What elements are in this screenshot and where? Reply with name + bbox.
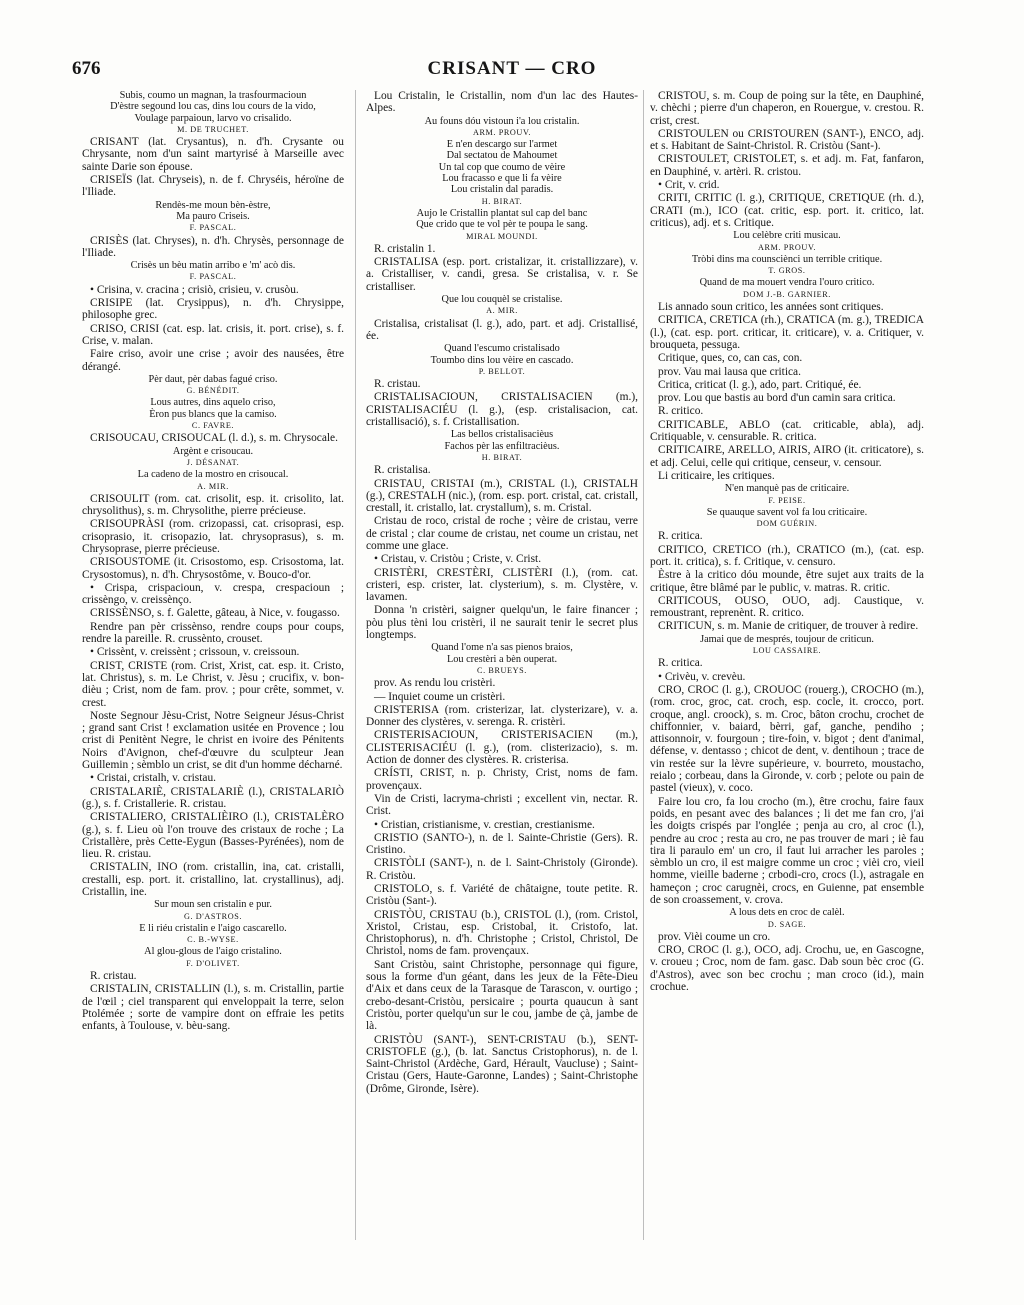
dictionary-entry: R. cristalin 1.: [374, 242, 436, 255]
quotation-line: Au founs dóu vistoun i'a lou cristalin.: [424, 115, 580, 127]
quotation-line: Ma pauro Criseis.: [176, 210, 250, 222]
dictionary-entry: R. cristau.: [90, 970, 137, 983]
dictionary-entry: • Crisina, v. cracina ; crisiò, crisieu, v. crusòu.: [90, 283, 299, 296]
dictionary-entry: CRITICOUS, OUSO, OUO, adj. Caustique, v. remoustrant, reprenènt. R. critico.: [650, 594, 924, 620]
quotation: [82, 899, 344, 922]
dictionary-entry: CRÍSTI, CRIST, n. p. Christy, Crist, noms de fam. provençaux.: [366, 767, 638, 792]
quotation-author: A. MIR.: [197, 481, 229, 491]
column-divider: [643, 90, 644, 1240]
quotation-author: F. D'OLIVET.: [186, 958, 240, 968]
quotation: [82, 923, 344, 946]
quotation: [82, 397, 344, 431]
quotation-line: Lou celèbre criti musicau.: [733, 230, 841, 242]
quotation: [650, 907, 924, 930]
dictionary-entry: CRISTAU, CRISTAI (m.), CRISTAL (l.), CRISTALH (g.), CRESTALH (nic.), (rom. esp. port. cristal, cat. cristall, crestall, it. cristallo, lat. crystallum), s. m. Cristal.: [366, 477, 638, 515]
quotation-author: MIRAL MOUNDI.: [466, 231, 538, 241]
quotation-line: La cadeno de la mostro en crisoucal.: [137, 469, 289, 481]
quotation-author: J. DÉSANAT.: [186, 457, 240, 467]
quotation-line: Quand de ma mouert vendra l'ouro critico.: [699, 277, 875, 289]
dictionary-entry: CRITI, CRITIC (l. g.), CRITIQUE, CRETIQUE (rh. d.), CRATI (m.), ICO (cat. critic, esp. port. it. critico, lat. criticus), adj. et s. Critique.: [650, 192, 924, 229]
quotation-line: Se quauque savent vol fa lou criticaire.: [706, 506, 868, 518]
quotation-author: F. PASCAL.: [189, 272, 237, 282]
dictionary-entry: CRISTÒLI (SANT-), n. de l. Saint-Christoly (Gironde). R. Cristòu.: [366, 857, 638, 882]
page-number: 676: [72, 58, 101, 79]
dictionary-entry: • Crit, v. crid.: [658, 179, 720, 192]
quotation-line: Pèr daut, pèr dabas fagué criso.: [148, 373, 278, 385]
column-divider: [355, 90, 356, 1240]
quotation-author: D. SAGE.: [767, 919, 807, 929]
quotation: [650, 230, 924, 253]
dictionary-entry: Critique, ques, co, can cas, con.: [658, 352, 803, 365]
quotation-author: C. B.-WYSE.: [187, 935, 239, 945]
dictionary-entry: CRISTALIERO, CRISTALIÈIRO (l.), CRISTALÈRO (g.), s. f. Lieu où l'on trouve des cristaux de roche ; La Cristallère, près Cette-Eygun (Basses-Pyrénées), nom de lieu. R. cristau.: [82, 811, 344, 861]
dictionary-entry: CRO, CROC (l. g.), OCO, adj. Crochu, ue, en Gascogne, v. croueu ; Croc, nom de fam. gasc. Dab soun bèc croc (G. d'Astros), avec son bec crochu ; man croco (id.), main crochue.: [650, 944, 924, 994]
quotation-line: Tròbi dins ma counsciènci un terrible critique.: [691, 253, 883, 265]
quotation-author: G. D'ASTROS.: [183, 911, 243, 921]
quotation-author: M. DE TRUCHET.: [177, 124, 249, 134]
dictionary-entry: CRISTERISACIOUN, CRISTERISACIEN (m.), CLISTERISACIÉU (l. g.), (rom. clisterizacio), s. m. Action de donner des clystères. R. cristerisa.: [366, 729, 638, 767]
dictionary-entry: CRISIPE (lat. Crysippus), n. d'h. Chrysippe, philosophe grec.: [82, 297, 344, 322]
dictionary-entry: CRITICUN, s. m. Manie de critiquer, de trouver à redire.: [658, 620, 919, 633]
column-left: [82, 90, 344, 1240]
dictionary-entry: CRISTOULET, CRISTOLET, s. et adj. m. Fat, fanfaron, en Dauphiné, v. artèri. R. cristou.: [650, 153, 924, 178]
dictionary-entry: CRO, CROC (l. g.), CROUOC (rouerg.), CROCHO (m.), (rom. croc, groc, cat. croch, esp. cocle, it. crocco, port. croque, angl. croock), s. m. Croc, bâton crochu, crochet de chiffonnier, v. baiard, bèrri, gaf, ganche, pendiho ; attisonnoir, v. fourgoun ; tire-foin, v. bigot ; dent d'animal, défense, v. dentasso ; chicot de dent, v. dentihoun ; trace de vin restée sur la lèvre supérieure, v. bourreto, moustacho, reialo ; corbeau, dans la Gironde, v. corb ; pelote ou pain de pastel (vieux), v. coco.: [650, 683, 924, 795]
quotation-author: F. PASCAL.: [189, 223, 237, 233]
quotation-line: D'èstre segound lou cas, dins lou cours de la vido,: [110, 101, 316, 113]
dictionary-entry: Cristalisa, cristalisat (l. g.), ado, part. et adj. Cristallisé, ée.: [366, 317, 638, 342]
quotation-line: Lous autres, dins aquelo criso,: [150, 397, 276, 409]
dictionary-entry: R. cristau.: [374, 378, 421, 391]
dictionary-entry: R. critica.: [658, 530, 703, 543]
quotation-author: H. BIRAT.: [481, 196, 523, 206]
quotation-author: F. PEISE.: [768, 495, 806, 505]
dictionary-entry: CRISOUPRÀSI (rom. crizopassi, cat. crisoprasi, esp. crisoprasio, it. crisopazio, lat. chrysoprasus), s. m. Chrysoprase, pierre précieuse.: [82, 518, 344, 555]
quotation-line: Rendès-me moun bèn-èstre,: [155, 199, 271, 211]
quotation-line: Un tal cop que coumo de vèire: [438, 161, 566, 173]
dictionary-entry: CRISTALARIÈ, CRISTALARIÈ (l.), CRISTALARIÒ (g.), s. f. Cristallerie. R. cristau.: [82, 785, 344, 810]
dictionary-entry: CRISTERISA (rom. cristerizar, lat. clysterizare), v. a. Donner des clystères, v. serenga. R. cristèri.: [366, 703, 638, 729]
dictionary-entry: CRITICA, CRETICA (rh.), CRATICA (m. g.), TREDICA (l.), (cat. esp. port. criticar, it. criticare), v. a. Critiquer, v. brouqueta, pessuga.: [650, 314, 924, 351]
quotation: [82, 446, 344, 469]
quotation-line: N'en manquè pas de criticaire.: [724, 483, 850, 495]
quotation: [366, 139, 638, 207]
dictionary-entry: CRISOUCAU, CRISOUCAL (l. d.), s. m. Chrysocale.: [90, 432, 338, 445]
quotation-author: P. BELLOT.: [478, 366, 526, 376]
dictionary-entry: • Crispa, crispacioun, v. crespa, crespacioun ; crissèngo, v. creissènço.: [82, 581, 344, 607]
dictionary-entry: CRISANT (lat. Crysantus), n. d'h. Crysante ou Chrysante, nom d'un saint martyrisé à Marseille avec sainte Darie son épouse.: [82, 136, 344, 173]
dictionary-entry: Faire criso, avoir une crise ; avoir des nausées, être dérangé.: [82, 348, 344, 373]
quotation: [366, 116, 638, 139]
quotation-line: Lou crestèri a bèn ouperat.: [446, 653, 558, 665]
dictionary-entry: CRISEÏS (lat. Chryseis), n. de f. Chryséis, héroïne de l'Iliade.: [82, 174, 344, 199]
running-head: CRISANT — CRO: [427, 58, 597, 79]
dictionary-entry: Èstre à la critico dóu mounde, être sujet aux traits de la critique, être blâmé par le public, v. matras. R. critic.: [650, 569, 924, 594]
quotation-line: Que lou couquèl se cristalise.: [441, 294, 563, 306]
dictionary-entry: R. cristalisa.: [374, 464, 431, 477]
quotation: [82, 260, 344, 283]
dictionary-entry: CRITICO, CRETICO (rh.), CRATICO (m.), (cat. esp. port. it. critica), s. f. Critique, v. censuro.: [650, 543, 924, 568]
quotation-line: Jamai que de mesprés, toujour de criticun.: [700, 633, 874, 645]
quotation-line: E li riéu cristalin e l'aigo cascarello.: [139, 922, 287, 934]
dictionary-entry: CRISO, CRISI (cat. esp. lat. crisis, it. port. crise), s. f. Crise, v. malan.: [82, 322, 344, 347]
quotation-author: A. MIR.: [486, 306, 518, 316]
quotation-author: DOM GUÉRIN.: [756, 519, 818, 529]
quotation-line: A lous dets en croc de calèl.: [729, 907, 845, 919]
quotation: [650, 254, 924, 277]
dictionary-entry: CRISTALISA (esp. port. cristalizar, it. cristallizzare), v. a. Cristalliser, v. candi, gresa. Se cristalisa, v. r. Se cristalliser.: [366, 256, 638, 293]
dictionary-entry: R. critica.: [658, 657, 703, 670]
quotation: [366, 294, 638, 317]
page-header: [0, 58, 1024, 88]
dictionary-entry: CRIST, CRISTE (rom. Crist, Xrist, cat. esp. it. Cristo, lat. Christus), s. m. Le Christ, v. Jèsu ; crucifix, v. bon-dièu ; Crist, nom de fam. prov. ; pour crête, sommet, v. crest.: [82, 659, 344, 709]
quotation-line: Sur moun sen cristalin e pur.: [154, 899, 272, 911]
dictionary-entry: CRISÈS (lat. Chryses), n. d'h. Chrysès, personnage de l'Iliade.: [82, 234, 344, 259]
quotation-line: Que crido que te vol pèr te poupa le sang.: [416, 219, 588, 231]
dictionary-entry: CRISTOU, s. m. Coup de poing sur la tête, en Dauphiné, v. chèchi ; pierre d'un chaperon, en Rouergue, v. crestou. R. crist, crest.: [650, 90, 924, 127]
dictionary-entry: CRISTALIN, INO (rom. cristallin, ina, cat. cristalli, crestalli, esp. port. it. cristallino, lat. crystallinus), adj. Cristallin, ine.: [82, 861, 344, 898]
dictionary-entry: • Cristian, cristianisme, v. crestian, crestianisme.: [374, 818, 595, 831]
quotation-line: Quand l'escumo cristalisado: [444, 343, 560, 355]
dictionary-entry: Critica, criticat (l. g.), ado, part. Critiqué, ée.: [658, 378, 862, 391]
quotation-author: C. FAVRE.: [191, 421, 235, 431]
quotation-line: Quand l'ome n'a sas pienos braios,: [431, 642, 573, 654]
column-middle: [366, 90, 638, 1240]
quotation-author: LOU CASSAIRE.: [752, 646, 822, 656]
dictionary-entry: • Crissènt, v. creissènt ; crissoun, v. creissoun.: [90, 646, 300, 659]
quotation-line: Lou fracasso e que li fa vèire: [442, 173, 562, 185]
quotation-author: G. BÉNÉDIT.: [186, 386, 240, 396]
quotation-line: Argènt e crisoucau.: [172, 445, 254, 457]
dictionary-entry: CRISTÒU (SANT-), SENT-CRISTAU (b.), SENT-CRISTOFLE (g.), (b. lat. Sanctus Cristophorus), n. de l. Saint-Christol (Ardèche, Gard, Hérault, Vaucluse) ; Saint-Cristau (Gers, Haute-Garonne, Landes) ; Saint-Christophe (Drôme, Gironde, Isère).: [366, 1033, 638, 1095]
quotation-line: Fachos pèr las enfiltracièus.: [444, 440, 560, 452]
quotation-line: Voulage parpaioun, larvo vo crisalido.: [134, 112, 292, 124]
dictionary-entry: Sant Cristòu, saint Christophe, personnage qui figure, sous la forme d'un géant, dans les jeux de la Fête-Dieu d'Aix et dans ceux de la Tarasque de Tarascon, v. ourtigo ; crebo-desant-Cristòu, persicaire ; pourta quaucun à sant Cristòu, porter quelqu'un sur le cou, jambe de çà, jambe de là.: [366, 958, 638, 1033]
dictionary-entry: CRISTÒU, CRISTAU (b.), CRISTOL (l.), (rom. Cristol, Xristol, Cristau, esp. Cristobal, it. Cristofo, lat. Christophorus), n. d'h. Christophe ; Cristol, Christol, De Christol, noms de fam. provençaux.: [366, 908, 638, 958]
dictionary-entry: Li criticaire, les critiques.: [658, 469, 775, 482]
dictionary-entry: Lou Cristalin, le Cristallin, nom d'un lac des Hautes-Alpes.: [366, 90, 638, 115]
quotation: [650, 483, 924, 506]
dictionary-entry: CRISTALIN, CRISTALLIN (l.), s. m. Cristallin, partie de l'œil ; ciel transparent qui enveloppait la terre, selon Ptolémée ; sorte de vampire dont on effraie les petits enfants, à Toulouse, v. bèu-sang.: [82, 983, 344, 1033]
quotation-line: Al glou-glous de l'aigo cristalino.: [144, 946, 282, 958]
quotation-line: Aujo le Cristallin plantat sul cap del banc: [416, 207, 588, 219]
quotation: [82, 469, 344, 492]
quotation-author: ARM. PROUV.: [757, 242, 817, 252]
quotation-line: Dal sectatou de Mahoumet: [446, 150, 558, 162]
dictionary-entry: R. critico.: [658, 405, 704, 418]
quotation-author: DOM J.-B. GARNIER.: [743, 289, 831, 299]
dictionary-entry: Donna 'n cristèri, saigner quelqu'un, le faire financer ; pòu plus tèni lou cristèri, il ne saurait tenir le secret plus longtemps.: [366, 604, 638, 642]
quotation-line: Las bellos cristalisacièus: [450, 429, 554, 441]
quotation-author: H. BIRAT.: [481, 452, 523, 462]
dictionary-entry: Noste Segnour Jèsu-Crist, Notre Seigneur Jésus-Christ ; grand sant Crist ! exclamation usitée en Provence ; lou crist di Penitènt Negre, le christ en ivoire des Pénitents Noirs d'Avignon, chef-d'œuvre du sculpteur Jean Guillemin ; sèmblo un crist, se dit d'un homme décharné.: [82, 709, 344, 772]
quotation-author: C. BRUEYS.: [477, 665, 527, 675]
dictionary-entry: Faire lou cro, fa lou crocho (m.), être crochu, faire faux poids, en pesant avec des balances ; li det me fan cro, j'ai les doigts crispés par l'onglée ; penja au cro, al croc (l.), pendre au croc ; resta au cro, ne pas trouver de mari ; iè fau tira li paraulo em' un cro, il faut lui arracher les paroles ; sèmblo un cro, il est maigre comme un croc ; vièi cro, vieil homme, vieille baderne ; crbodi-cro, crocs (l.), astragale en hameçon ; croc carugnèi, crocs, en Guienne, pat ensemble de son croassement, v. crova.: [650, 795, 924, 906]
quotation-line: E n'en descargo sur l'armet: [446, 139, 558, 151]
quotation: [650, 277, 924, 300]
dictionary-entry: CRISSÈNSO, s. f. Galette, gâteau, à Nice, v. fougasso.: [90, 607, 340, 620]
dictionary-entry: CRISTÈRI, CRESTÈRI, CLISTÈRI (l.), (rom. cat. cristeri, esp. crister, lat. clysterium), s. m. Clystère, v. lavamen.: [366, 566, 638, 604]
dictionary-entry: CRISOULIT (rom. cat. crisolit, esp. it. crisolito, lat. chrysolithus), s. m. Chrysolithe, pierre précieuse.: [82, 492, 344, 518]
dictionary-entry: prov. As rendu lou cristèri.: [374, 677, 496, 690]
dictionary-entry: CRISTOLO, s. f. Variété de châtaigne, toute petite. R. Cristòu (Sant-).: [366, 883, 638, 908]
quotation: [82, 90, 344, 135]
quotation-line: Lou cristalin dal paradis.: [450, 184, 554, 196]
dictionary-entry: • Crivèu, v. crevèu.: [658, 670, 746, 683]
dictionary-entry: Lis annado soun critico, les années sont critiques.: [658, 301, 884, 314]
dictionary-entry: prov. Vau mai lausa que critica.: [658, 365, 801, 378]
dictionary-entry: Cristau de roco, cristal de roche ; vèire de cristau, verre de cristal ; clar coume de cristau, net coume un cristau, net comme une glace.: [366, 515, 638, 552]
dictionary-entry: Vin de Cristi, lacryma-christi ; excellent vin, nectar. R. Crist.: [366, 792, 638, 818]
dictionary-entry: CRISTOULEN ou CRISTOUREN (SANT-), ENCO, adj. et s. Habitant de Saint-Christol. R. Cristòu (Sant-).: [650, 127, 924, 153]
quotation-line: Subis, coumo un magnan, la trasfourmacioun: [119, 90, 307, 101]
quotation: [82, 200, 344, 234]
quotation-author: ARM. PROUV.: [472, 127, 532, 137]
quotation-line: Èron pus blancs que la camiso.: [149, 408, 277, 420]
dictionary-entry: Rendre pan pèr crissènso, rendre coups pour coups, rendre la pareille. R. crussènto, crouset.: [82, 620, 344, 646]
quotation-author: T. GROS.: [768, 266, 806, 276]
quotation: [650, 507, 924, 530]
quotation: [82, 374, 344, 397]
dictionary-entry: CRISTIO (SANTO-), n. de l. Sainte-Christie (Gers). R. Cristino.: [366, 831, 638, 857]
dictionary-entry: CRISOUSTOME (it. Crisostomo, esp. Crisostoma, lat. Crysostomus), n. d'h. Chrysostôme, v. Bouco-d'or.: [82, 556, 344, 581]
quotation: [650, 634, 924, 657]
dictionary-entry: CRITICABLE, ABLO (cat. criticable, abla), adj. Critiquable, v. censurable. R. critica.: [650, 418, 924, 444]
quotation: [366, 343, 638, 377]
quotation-line: Toumbo dins lou vèire en cascado.: [430, 354, 574, 366]
dictionary-entry: CRITICAIRE, ARELLO, AIRIS, AIRO (it. criticatore), s. et adj. Celui, celle qui critique, censeur, v. censour.: [650, 444, 924, 469]
dictionary-entry: — Inquiet coume un cristèri.: [374, 690, 506, 703]
quotation: [82, 946, 344, 969]
quotation: [366, 208, 638, 242]
quotation-line: Crisès un bèu matin arribo e 'm' acò dis.: [130, 260, 296, 272]
column-right: [650, 90, 924, 1240]
dictionary-entry: • Cristau, v. Cristòu ; Criste, v. Crist.: [374, 553, 542, 566]
dictionary-entry: • Cristai, cristalh, v. cristau.: [90, 772, 216, 785]
dictionary-entry: prov. Vièi coume un cro.: [658, 930, 771, 943]
quotation: [366, 642, 638, 676]
dictionary-entry: CRISTALISACIOUN, CRISTALISACIEN (m.), CRISTALISACIÉU (l. g.), (esp. cristalisacion, cat. cristallisació), s. f. Cristallisation.: [366, 391, 638, 429]
dictionary-entry: prov. Lou que bastis au bord d'un camin sara critica.: [658, 392, 896, 405]
quotation: [366, 429, 638, 463]
